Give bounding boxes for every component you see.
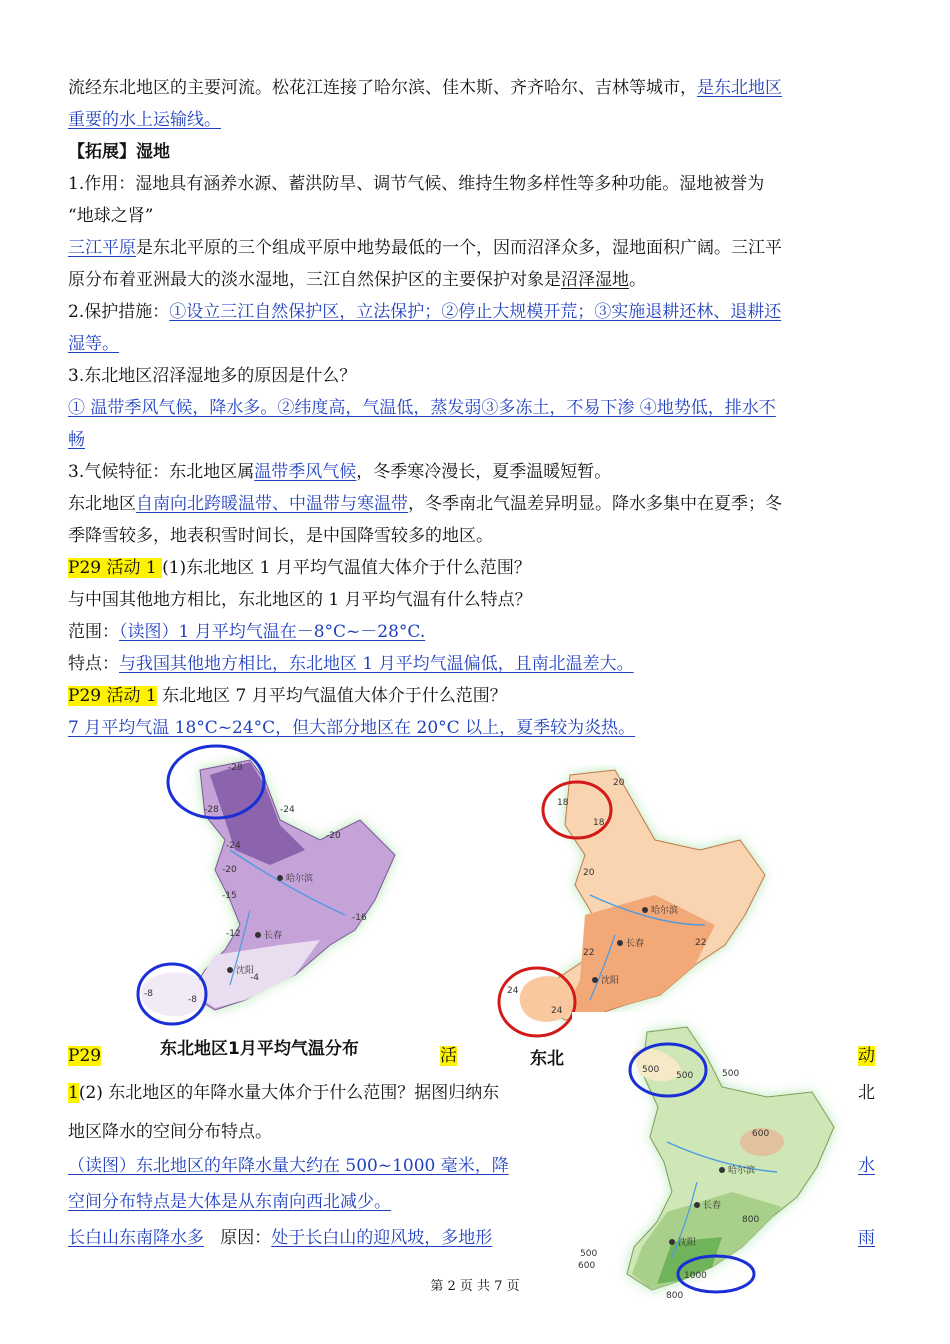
activity-tag: 动 [858, 1046, 875, 1066]
answer-text: ①设立三江自然保护区，立法保护；②停止大规模开荒；③实施退耕还林、退耕还 [169, 302, 782, 322]
text-line [68, 524, 493, 548]
answer-text: ① 温带季风气候，降水多。②纬度高，气温低，蒸发弱③多冻土，不易下渗 ④地势低，排水不 [68, 398, 776, 418]
isohyet-label: 500 [722, 1069, 740, 1079]
city-label: 沈阳 [601, 976, 620, 986]
answer-text: 雨 [858, 1228, 875, 1248]
text-line [68, 428, 85, 452]
underlined-term: 沼泽湿地 [561, 270, 629, 290]
section-heading [68, 140, 170, 164]
answer-text: 是东北地区 [697, 78, 782, 98]
text-fragment [858, 1226, 875, 1250]
text-line [68, 716, 635, 740]
isotherm-label: -15 [222, 891, 237, 901]
text-segment: 是东北平原的三个组成平原中地势最低的一个，因而沼泽众多，湿地面积广阔。三江平 [136, 238, 782, 258]
isohyet-label: 600 [578, 1261, 596, 1271]
answer-text: 温带季风气候 [254, 462, 357, 482]
isohyet-label: 500 [676, 1071, 694, 1081]
activity-tag: P29 活动 1 [68, 686, 157, 706]
isotherm-label: 22 [695, 938, 707, 948]
text-line [68, 684, 507, 708]
question-text: 东北地区 7 月平均气温值大体介于什么范围？ [156, 686, 507, 706]
city-label: 长春 [626, 939, 645, 949]
city-label: 哈尔滨 [286, 874, 314, 884]
text-segment: 。 [629, 270, 646, 290]
answer-text: 长白山东南降水多 [68, 1228, 204, 1248]
isohyet-label: 800 [666, 1291, 684, 1301]
text-segment: ，冬季寒冷漫长，夏季温暖短暂。 [356, 462, 612, 482]
city-label: 沈阳 [236, 966, 255, 976]
isohyet-label: 500 [580, 1249, 598, 1259]
isohyet-label: 600 [752, 1129, 770, 1139]
text-line [68, 1044, 101, 1068]
map-annual-precipitation [572, 1012, 844, 1312]
isotherm-label: -20 [222, 865, 237, 875]
text-line [68, 396, 776, 420]
question-text: (1)东北地区 1 月平均气温值大体介于什么范围？ [162, 558, 531, 578]
text-segment: 东北地区 [68, 494, 136, 514]
text-segment: 2.保护措施： [68, 302, 170, 322]
map-caption: 东北地区1月平均气温分布 [160, 1039, 359, 1059]
text-line [68, 1081, 499, 1105]
isotherm-label: 20 [583, 868, 595, 878]
text-line [68, 236, 782, 260]
city-label: 哈尔滨 [651, 906, 679, 916]
text-fragment [858, 1154, 875, 1178]
isotherm-label: 22 [583, 948, 595, 958]
text-line [68, 492, 782, 516]
activity-tag: P29 [68, 1046, 102, 1066]
map-january-temperature [130, 740, 420, 1040]
question-text: 地区降水的空间分布特点。 [68, 1122, 272, 1142]
isotherm-label: 20 [613, 778, 625, 788]
text-segment: 流经东北地区的主要河流。松花江连接了哈尔滨、佳木斯、齐齐哈尔、吉林等城市， [68, 78, 697, 98]
text-segment: 3.气候特征：东北地区属 [68, 462, 255, 482]
map-caption: 东北 [530, 1049, 564, 1069]
text-line [68, 204, 153, 228]
question-text: 与中国其他地方相比，东北地区的 1 月平均气温有什么特点？ [68, 590, 532, 610]
text-segment: 范围： [68, 622, 119, 642]
question-text: 3.东北地区沼泽湿地多的原因是什么？ [68, 366, 357, 386]
city-label: 沈阳 [678, 1238, 697, 1248]
activity-tag: 1 [68, 1083, 79, 1103]
text-line [68, 268, 646, 292]
text-fragment [858, 1044, 875, 1068]
isotherm-label: -8 [144, 989, 153, 999]
text-segment: ，冬季南北气温差异明显。降水多集中在夏季；冬 [408, 494, 782, 514]
answer-text: 重要的水上运输线。 [68, 110, 221, 130]
answer-text: 空间分布特点是大体是从东南向西北减少。 [68, 1192, 391, 1212]
answer-text: 水 [858, 1156, 875, 1176]
city-label: 哈尔滨 [728, 1166, 756, 1176]
text-line [68, 588, 532, 612]
text-segment: 季降雪较多，地表积雪时间长，是中国降雪较多的地区。 [68, 526, 493, 546]
isotherm-label: 18 [557, 798, 569, 808]
text-line [68, 108, 221, 132]
text-line [68, 1190, 391, 1214]
text-segment: “地球之肾” [68, 206, 154, 226]
text-line [68, 460, 611, 484]
text-line [68, 76, 782, 100]
answer-text: 自南向北跨暖温带、中温带与寒温带 [136, 494, 408, 514]
text-line [68, 556, 531, 580]
text-segment: 原分布着亚洲最大的淡水湿地，三江自然保护区的主要保护对象是 [68, 270, 561, 290]
map-july-temperature [495, 765, 785, 1040]
text-line [68, 364, 356, 388]
text-line [68, 1154, 509, 1178]
isohyet-label: 1000 [684, 1271, 707, 1281]
text-segment: 原因： [204, 1228, 272, 1248]
isotherm-label: -24 [226, 841, 241, 851]
heading-text: 【拓展】湿地 [68, 142, 170, 162]
isotherm-label: 18 [593, 818, 605, 828]
question-text: 北 [858, 1083, 875, 1103]
page-footer: 第 2 页 共 7 页 [430, 1279, 520, 1294]
text-segment: 特点： [68, 654, 119, 674]
isotherm-label: -12 [226, 929, 241, 939]
isotherm-label: -28 [228, 763, 243, 773]
isohyet-label: 800 [742, 1215, 760, 1225]
text-fragment [440, 1044, 457, 1068]
isotherm-label: -8 [188, 995, 197, 1005]
text-line [68, 172, 764, 196]
isotherm-label: -4 [250, 973, 259, 983]
text-line [68, 300, 781, 324]
question-text: (2) 东北地区的年降水量大体介于什么范围？据图归纳东 [78, 1083, 500, 1103]
text-line [68, 1226, 492, 1250]
isotherm-label: -28 [204, 805, 219, 815]
activity-tag: P29 活动 1 [68, 558, 163, 578]
isotherm-label: -20 [326, 831, 341, 841]
isotherm-label: -16 [352, 913, 367, 923]
answer-text: （读图）1 月平均气温在－8°C~－28°C. [119, 622, 426, 642]
isotherm-label: 24 [507, 986, 519, 996]
activity-tag: 活 [440, 1046, 457, 1066]
text-line [68, 1120, 272, 1144]
answer-text: （读图）东北地区的年降水量大约在 500~1000 毫米，降 [68, 1156, 509, 1176]
text-line [68, 332, 119, 356]
answer-text: 7 月平均气温 18°C~24°C，但大部分地区在 20°C 以上，夏季较为炎热。 [68, 718, 636, 738]
isotherm-label: 24 [551, 1006, 563, 1016]
answer-text: 处于长白山的迎风坡，多地形 [271, 1228, 493, 1248]
isohyet-label: 500 [642, 1065, 660, 1075]
text-fragment [858, 1081, 875, 1105]
answer-text: 与我国其他地方相比，东北地区 1 月平均气温偏低，且南北温差大。 [119, 654, 634, 674]
text-segment: 1.作用：湿地具有涵养水源、蓄洪防旱、调节气候、维持生物多样性等多种功能。湿地被誉为 [68, 174, 765, 194]
answer-text: 三江平原 [68, 238, 136, 258]
isotherm-label: -24 [280, 805, 295, 815]
answer-text: 畅 [68, 430, 85, 450]
answer-text: 湿等。 [68, 334, 119, 354]
text-line [68, 652, 634, 676]
city-label: 长春 [703, 1201, 722, 1211]
text-line [68, 620, 425, 644]
city-label: 长春 [264, 931, 283, 941]
